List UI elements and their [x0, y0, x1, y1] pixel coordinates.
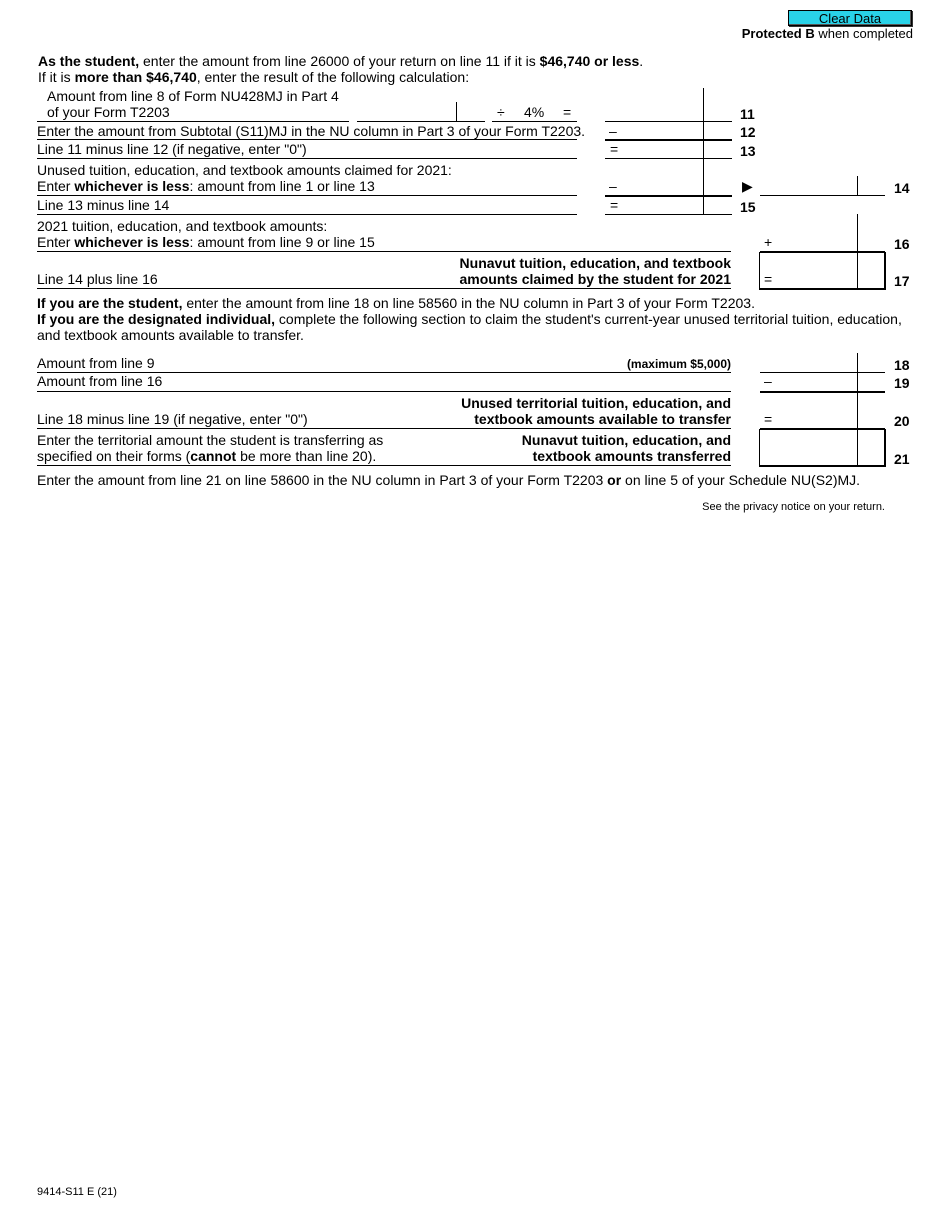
line11-text-1: Amount from line 8 of Form NU428MJ in Part 4 [47, 88, 339, 104]
intro-text-3: If it is [38, 69, 75, 85]
line13-equals: = [610, 141, 619, 157]
line15-underline [37, 214, 577, 215]
protected-b-bold: Protected B [741, 26, 815, 41]
line17-equals: = [764, 271, 773, 287]
line17-label-2: amounts claimed by the student for 2021 [459, 271, 731, 287]
arrow-right-icon: ▶ [742, 178, 753, 194]
line20-equals: = [764, 411, 773, 427]
line21-input-box[interactable] [759, 429, 886, 467]
line16-underline [37, 251, 731, 252]
line11-text-2: of your Form T2203 [47, 104, 170, 120]
student-instruction-bold: If you are the student, [37, 295, 183, 311]
line17-label-1: Nunavut tuition, education, and textbook [459, 255, 731, 271]
privacy-notice: See the privacy notice on your return. [702, 501, 885, 513]
line16-text-1: 2021 tuition, education, and textbook amounts: [37, 218, 328, 234]
line21-text-1: Enter the territorial amount the student is transferring as [37, 432, 384, 448]
line13-underline [37, 158, 577, 159]
designated-instruction-text: complete the following section to claim the student's current-year unused territorial tuition, education, [275, 311, 902, 327]
divide-sign: ÷ [497, 104, 505, 120]
designated-instruction-bold: If you are the designated individual, [37, 311, 276, 327]
form-code: 9414-S11 E (21) [37, 1186, 117, 1198]
intro-text-2: . [639, 53, 644, 69]
line11-amount-underline [357, 121, 485, 122]
final-instruction-bold: or [607, 472, 622, 488]
line12-text: Enter the amount from Subtotal (S11)MJ in the NU column in Part 3 of your Form T2203. [37, 123, 586, 139]
line21-label-1: Nunavut tuition, education, and [521, 432, 731, 448]
line19-input[interactable] [760, 373, 885, 391]
line12-minus: – [609, 123, 617, 139]
line15-equals: = [610, 197, 619, 213]
line12-input[interactable] [605, 122, 732, 139]
student-instruction [37, 295, 755, 311]
line11-underline [37, 121, 349, 122]
line17-cents-divider [857, 252, 858, 288]
line20-label-2: textbook amounts available to transfer [474, 411, 731, 427]
line21-text-2 [37, 448, 376, 464]
line14-minus: – [609, 178, 617, 194]
line13-result-underline [605, 158, 732, 159]
line14-underline [37, 195, 577, 196]
line21-text-2a: specified on their forms ( [37, 448, 191, 464]
line20-text: Line 18 minus line 19 (if negative, enter "0") [37, 411, 308, 427]
line-number-13: 13 [740, 143, 756, 159]
line14-input-b[interactable] [760, 176, 885, 195]
line14-b-underline [760, 195, 885, 196]
line-number-20: 20 [894, 413, 910, 429]
line16-input[interactable] [760, 232, 885, 251]
line21-text-2b: cannot [190, 448, 237, 464]
line20-label-1: Unused territorial tuition, education, and [461, 395, 731, 411]
line16-plus: + [764, 234, 773, 250]
line16-text-2b: whichever is less [74, 234, 190, 250]
line11-result-input[interactable] [605, 100, 732, 121]
line-number-11: 11 [740, 106, 755, 122]
intro-text-1: enter the amount from line 26000 of your return on line 11 if it is [139, 53, 540, 69]
line21-underline [37, 465, 731, 466]
line-number-12: 12 [740, 124, 756, 140]
line15-result-underline [605, 214, 732, 215]
line11-calc-underline [492, 121, 577, 122]
intro-bold-2: $46,740 or less [539, 53, 640, 69]
designated-instruction-cont: and textbook amounts available to transfer. [37, 327, 304, 343]
line13-text: Line 11 minus line 12 (if negative, enter "0") [37, 141, 307, 157]
intro-bold-3: more than $46,740 [74, 69, 197, 85]
final-instruction-text-2: on line 5 of your Schedule NU(S2)MJ. [621, 472, 861, 488]
line21-text-2c: be more than line 20). [236, 448, 377, 464]
clear-data-button[interactable]: Clear Data [788, 10, 912, 26]
line-number-19: 19 [894, 375, 910, 391]
line-number-14: 14 [894, 180, 910, 196]
line18-text: Amount from line 9 [37, 355, 155, 371]
intro-line-2 [38, 69, 469, 85]
final-instruction-text-1: Enter the amount from line 21 on line 58600 in the NU column in Part 3 of your Form T2203 [37, 472, 608, 488]
line-number-16: 16 [894, 236, 910, 252]
line13-input[interactable] [605, 141, 732, 158]
line14-text-2c: : amount from line 1 or line 13 [189, 178, 375, 194]
designated-instruction [37, 311, 902, 327]
line-number-21: 21 [894, 451, 910, 467]
line12-underline [37, 139, 577, 140]
line14-text-2b: whichever is less [74, 178, 190, 194]
line14-input-a[interactable] [605, 177, 732, 195]
line17-text: Line 14 plus line 16 [37, 271, 158, 287]
line16-text-2c: : amount from line 9 or line 15 [189, 234, 375, 250]
line-number-17: 17 [894, 273, 910, 289]
line16-text-2 [37, 234, 375, 250]
line16-text-2a: Enter [37, 234, 75, 250]
line11-amount-input[interactable] [357, 102, 485, 121]
line-number-15: 15 [740, 199, 756, 215]
line-number-18: 18 [894, 357, 910, 373]
line15-input[interactable] [605, 197, 732, 214]
intro-bold-1: As the student, [38, 53, 140, 69]
intro-line-1 [38, 53, 643, 69]
protected-b-label [742, 26, 913, 41]
line18-maximum: (maximum $5,000) [626, 357, 731, 371]
line19-text: Amount from line 16 [37, 373, 163, 389]
line20-underline [37, 428, 731, 429]
line17-underline [37, 288, 731, 289]
protected-b-rest: when completed [814, 26, 913, 41]
final-instruction [37, 472, 860, 488]
line11-equals: = [563, 104, 572, 120]
rate-4-percent: 4% [524, 104, 545, 120]
line20-input[interactable] [760, 392, 885, 428]
line14-text-2 [37, 178, 375, 194]
line11-cents-divider [456, 102, 457, 121]
line18-input[interactable] [760, 353, 885, 372]
student-instruction-text: enter the amount from line 18 on line 58560 in the NU column in Part 3 of your Form T2203. [182, 295, 755, 311]
line15-text: Line 13 minus line 14 [37, 197, 170, 213]
line21-label-2: textbook amounts transferred [532, 448, 731, 464]
line21-cents-divider [857, 429, 858, 465]
line14-text-2a: Enter [37, 178, 75, 194]
line14-text-1: Unused tuition, education, and textbook amounts claimed for 2021: [37, 162, 452, 178]
line19-underline [37, 391, 731, 392]
line17-input-box[interactable] [759, 252, 886, 290]
line14-cents-divider [857, 176, 858, 195]
intro-text-4: , enter the result of the following calculation: [196, 69, 470, 85]
line19-minus: – [764, 373, 772, 389]
